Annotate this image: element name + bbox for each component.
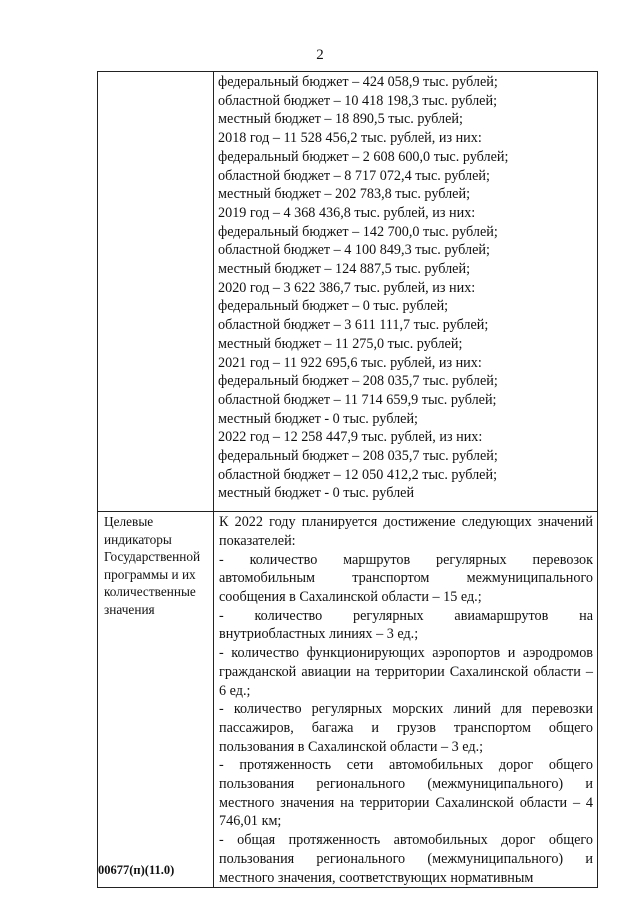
indicator-item: - общая протяженность автомобильных дорог общего пользования регионального (межмуниципального) и местного значения, соответствующих нормативным: [219, 832, 593, 886]
page-number: 2: [316, 47, 324, 63]
indicator-item: - протяженность сети автомобильных дорог общего пользования регионального (межмуниципального) и местного значения на территории Сахалинской области – 4 746,01 км;: [219, 757, 593, 830]
budget-line: областной бюджет – 3 611 111,7 тыс. рублей;: [218, 317, 489, 334]
budget-line: федеральный бюджет – 424 058,9 тыс. рублей;: [218, 74, 498, 90]
document-code: 00677(п)(11.0): [98, 863, 175, 877]
budget-line: местный бюджет - 0 тыс. рублей;: [218, 410, 418, 427]
budget-line: местный бюджет - 0 тыс. рублей: [218, 485, 415, 502]
budget-line: федеральный бюджет – 208 035,7 тыс. рублей;: [218, 448, 498, 465]
budget-line: местный бюджет – 202 783,8 тыс. рублей;: [218, 186, 471, 203]
indicator-item: - количество функционирующих аэропортов и аэродромов гражданской авиации на территории Сахалинской области – 6 ед.;: [219, 645, 593, 699]
indicator-item: - количество регулярных авиамаршрутов на внутриобластных линиях – 3 ед.;: [219, 607, 593, 643]
indicators-label: Целевые индикаторы Государственной программы и их количественные значения: [104, 514, 201, 617]
funding-value-cell: [214, 72, 598, 512]
budget-line: местный бюджет – 11 275,0 тыс. рублей;: [218, 335, 463, 352]
indicators-list: [214, 512, 597, 887]
budget-line: областной бюджет – 8 717 072,4 тыс. рублей;: [218, 167, 490, 184]
budget-line: областной бюджет – 11 714 659,9 тыс. рублей;: [218, 391, 497, 408]
budget-year-line: 2022 год – 12 258 447,9 тыс. рублей, из них:: [218, 429, 483, 446]
budget-line: местный бюджет – 18 890,5 тыс. рублей;: [218, 111, 463, 128]
budget-list: [214, 72, 597, 511]
budget-line: областной бюджет – 10 418 198,3 тыс. рублей;: [218, 92, 498, 109]
budget-line: областной бюджет – 4 100 849,3 тыс. рублей;: [218, 242, 490, 259]
indicators-row: [98, 512, 598, 888]
budget-line: местный бюджет – 124 887,5 тыс. рублей;: [218, 261, 471, 278]
budget-line: федеральный бюджет – 0 тыс. рублей;: [218, 298, 449, 315]
budget-line: областной бюджет – 12 050 412,2 тыс. рублей;: [218, 466, 498, 483]
indicators-label-cell: [98, 512, 214, 888]
indicators-value-cell: [214, 512, 598, 888]
indicator-item: - количество маршрутов регулярных перевозок автомобильным транспортом межмуниципального сообщения в Сахалинской области – 15 ед.;: [219, 551, 593, 605]
funding-label-cell: [98, 72, 214, 512]
indicators-intro: К 2022 году планируется достижение следующих значений показателей:: [219, 514, 593, 549]
budget-year-line: 2020 год – 3 622 386,7 тыс. рублей, из них:: [218, 279, 476, 296]
budget-line: федеральный бюджет – 2 608 600,0 тыс. рублей;: [218, 148, 509, 165]
funding-row: [98, 72, 598, 512]
budget-line: федеральный бюджет – 142 700,0 тыс. рублей;: [218, 223, 498, 240]
indicator-item: - количество регулярных морских линий для перевозки пассажиров, багажа и грузов транспортом общего пользования в Сахалинской области – 3 ед.;: [219, 701, 593, 755]
budget-year-line: 2021 год – 11 922 695,6 тыс. рублей, из них:: [218, 354, 482, 371]
budget-year-line: 2019 год – 4 368 436,8 тыс. рублей, из них:: [218, 204, 476, 221]
budget-line: федеральный бюджет – 208 035,7 тыс. рублей;: [218, 373, 498, 390]
budget-year-line: 2018 год – 11 528 456,2 тыс. рублей, из них:: [218, 130, 482, 147]
program-passport-table: [97, 71, 598, 888]
